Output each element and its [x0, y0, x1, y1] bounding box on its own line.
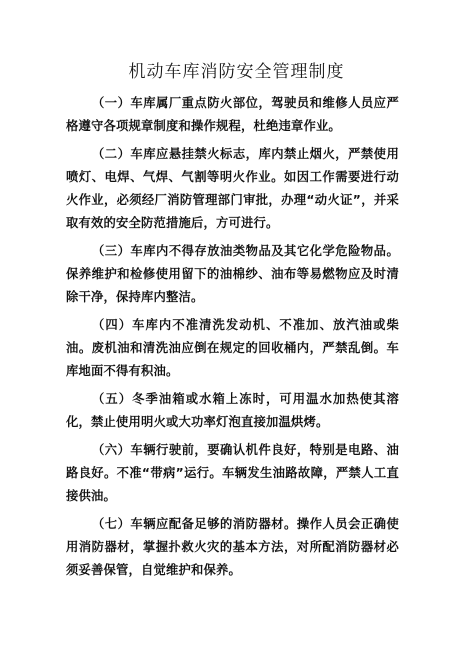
- paragraph-4: （四）车库内不准清洗发动机、不准加、放汽油或柴油。废机油和清洗油应倒在规定的回收桶内，严禁乱倒。车库地面不得有积油。: [66, 318, 399, 378]
- paragraph-1: （一）车库属厂重点防火部位，驾驶员和维修人员应严格遵守各项规章制度和操作规程，杜绝违章作业。: [66, 96, 399, 133]
- paragraph-2: （二）车库应悬挂禁火标志，库内禁止烟火，严禁使用喷灯、电焊、气焊、气割等明火作业。如因工作需要进行动火作业，必须经厂消防管理部门审批，办理“动火证”，并采取有效的安全防范措施后，方可进行。: [66, 147, 399, 230]
- paragraph-5: （五）冬季油箱或水箱上冻时，可用温水加热使其溶化，禁止使用明火或大功率灯泡直接加温烘烤。: [66, 392, 399, 429]
- paragraph-3: （三）车库内不得存放油类物品及其它化学危险物品。保养维护和检修使用留下的油棉纱、油布等易燃物应及时清除干净，保持库内整洁。: [66, 244, 399, 304]
- paragraph-6: （六）车辆行驶前，要确认机件良好，特别是电路、油路良好。不准“带病”运行。车辆发生油路故障，严禁人工直接供油。: [66, 443, 399, 503]
- paragraph-7: （七）车辆应配备足够的消防器材。操作人员会正确使用消防器材，掌握扑救火灾的基本方法，对所配消防器材必须妥善保管，自觉维护和保养。: [66, 517, 399, 577]
- document-title: 机动车库消防安全管理制度: [128, 62, 345, 82]
